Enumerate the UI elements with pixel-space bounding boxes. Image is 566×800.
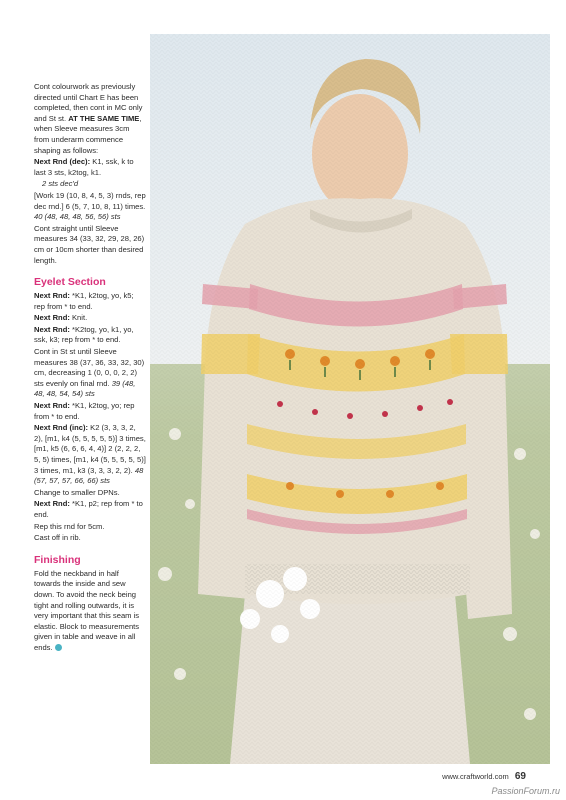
- dec-round: Next Rnd (dec): K1, ssk, k to last 3 sts, k2tog, k1.: [34, 157, 134, 177]
- eyelet-rib-round: Next Rnd: *K1, p2; rep from * to end.: [34, 499, 143, 519]
- garment-photo: [150, 34, 550, 764]
- eyelet-round-1: Next Rnd: *K1, k2tog, yo, k5; rep from * to end.: [34, 291, 134, 311]
- footer-url[interactable]: www.craftworld.com: [442, 772, 509, 781]
- eyelet-round-4: Next Rnd: *K1, k2tog, yo; rep from * to end.: [34, 401, 135, 421]
- eyelet-round-2: Next Rnd: Knit.: [34, 313, 88, 323]
- finishing-paragraph: Fold the neckband in half towards the inside and sew down. To avoid the neck being tight and rolling outwards, it is very important that this seam is elastic. Block to measurements given in table and weave in all ends.: [34, 568, 140, 652]
- eyelet-change: Change to smaller DPNs.: [34, 487, 120, 497]
- straight-paragraph: Cont straight until Sleeve measures 34 (33, 32, 29, 28, 26) cm or 10cm shorter than desired length.: [34, 223, 145, 265]
- eyelet-round-3: Next Rnd: *K2tog, yo, k1, yo, ssk, k3; rep from * to end.: [34, 324, 134, 345]
- finishing-heading: Finishing: [34, 553, 81, 566]
- eyelet-cast-off: Cast off in rib.: [34, 533, 81, 543]
- eyelet-repeat: Rep this rnd for 5cm.: [34, 521, 105, 531]
- dec-count: 2 sts dec'd: [42, 179, 79, 189]
- eyelet-heading: Eyelet Section: [34, 276, 106, 289]
- eyelet-cont: Cont in St st until Sleeve measures 38 (37, 36, 33, 32, 30) cm, decreasing 1 (0, 0, 0, 2, 2) sts evenly on final rnd. 39 (48, 48, 48, 54, 54) sts: [34, 347, 145, 399]
- model-illustration: [150, 34, 550, 764]
- eyelet-inc-round: Next Rnd (inc): K2 (3, 3, 3, 2, 2), [m1, k4 (5, 5, 5, 5, 5)] 3 times, [m1, k5 (6, 6, 6, 4, 4)] 2 (2, 2, 2, 5, 5) times, [m1, k4 (5, 5, 5, 5, 5)] 3 times, m1, k3 (3, 3, 3, 2, 2). 48 (57, 57, 57, 66, 66) sts: [34, 423, 146, 486]
- watermark: PassionForum.ru: [491, 786, 560, 796]
- colourwork-paragraph: Cont colourwork as previously directed until Chart E has been completed, then cont in MC only and St st. AT THE SAME TIME, when Sleeve measures 3cm from underarm commence shaping as follows:: [34, 82, 143, 155]
- work-paragraph: [Work 19 (10, 8, 4, 5, 3) rnds, rep dec rnd.] 6 (5, 7, 10, 8, 11) times. 40 (48, 48, 48, 56, 56) sts: [34, 190, 146, 222]
- end-bullet-icon: [55, 644, 62, 651]
- page-footer: [442, 771, 526, 782]
- instructions-column: [34, 82, 146, 655]
- page-number: 69: [514, 771, 526, 782]
